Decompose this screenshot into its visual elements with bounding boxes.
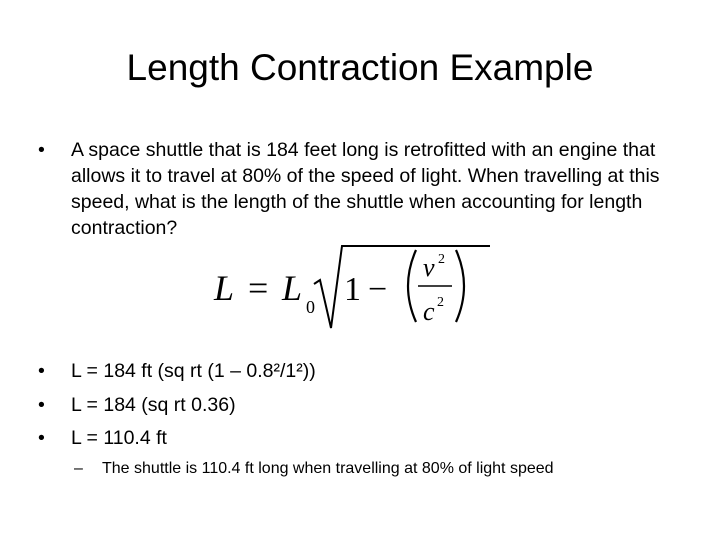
formula-lhs: L [214, 268, 235, 308]
sub-bullet-dash: – [74, 460, 83, 477]
slide-title: Length Contraction Example [126, 47, 594, 88]
length-contraction-formula [210, 240, 490, 335]
formula-l0-subscript: 0 [306, 297, 315, 317]
formula-equals: = [248, 268, 269, 308]
formula-c: c [423, 297, 435, 326]
bullet-text: L = 110.4 ft [71, 427, 167, 449]
formula-minus: − [368, 271, 388, 308]
bullet-text: L = 184 (sq rt 0.36) [71, 394, 236, 416]
formula-v-exponent: 2 [438, 252, 445, 267]
formula-l0: L [282, 268, 303, 308]
bullet-dot: • [38, 427, 45, 449]
bullet-text: L = 184 ft (sq rt (1 – 0.8²/1²)) [71, 360, 316, 382]
formula-one: 1 [344, 271, 361, 308]
bullet-dot: • [38, 360, 45, 382]
right-paren [456, 250, 464, 322]
sub-bullet-text: The shuttle is 110.4 ft long when travelling at 80% of light speed [102, 460, 554, 477]
formula-v: v [423, 253, 435, 282]
bullet-dot: • [38, 394, 45, 416]
left-paren [408, 250, 416, 322]
formula-c-exponent: 2 [437, 295, 444, 310]
bullet-dot: • [38, 139, 45, 161]
bullet-text: A space shuttle that is 184 feet long is retrofitted with an engine that allows it to travel at 80% of the speed of light. When travelling at this speed, what is the length of the shuttle when accounting for length contraction? [71, 139, 660, 239]
